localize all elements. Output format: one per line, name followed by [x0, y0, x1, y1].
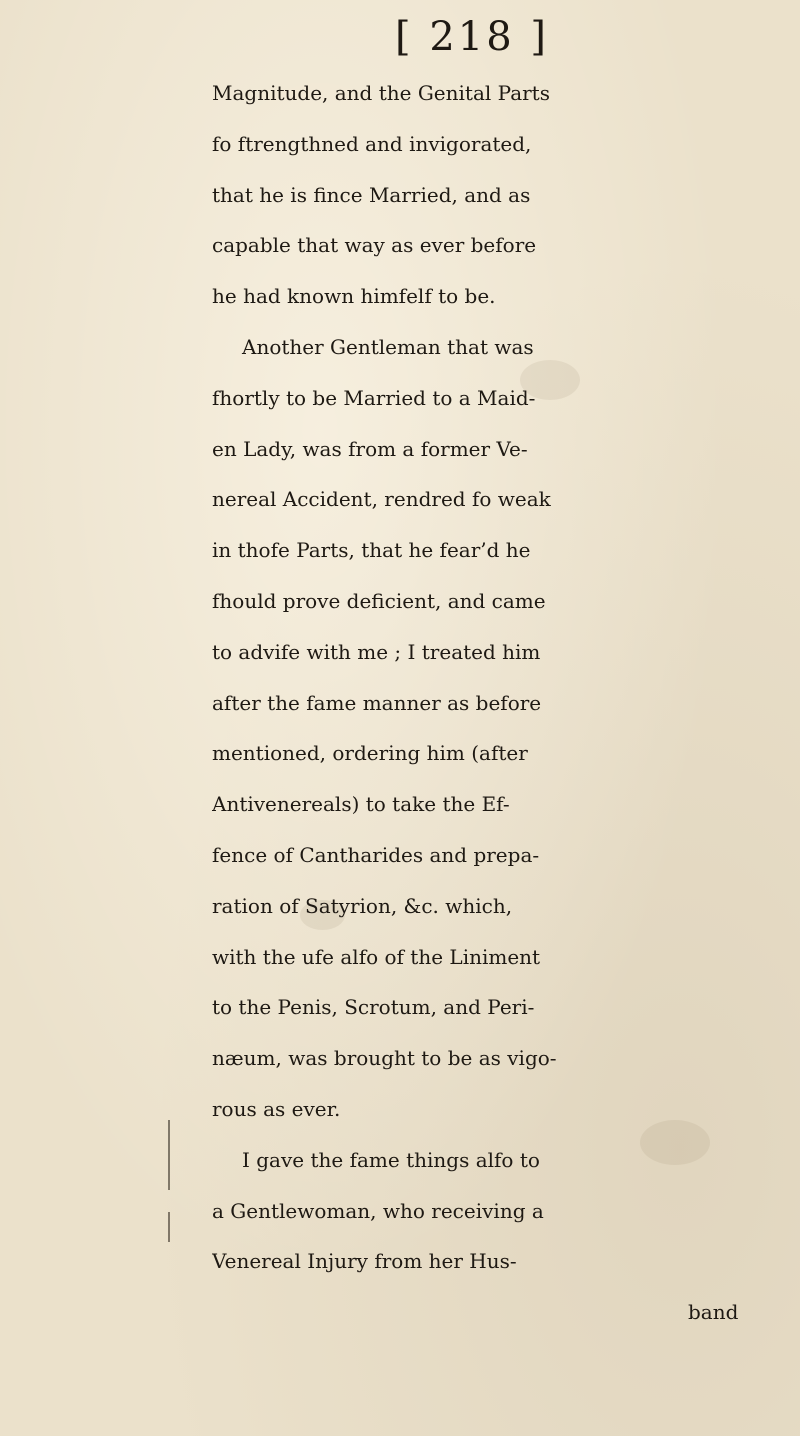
text-line: I gave the fame things alfo to	[242, 1147, 540, 1172]
text-line: capable that way as ever before	[212, 233, 537, 258]
text-line: fo ftrengthned and invigorated,	[212, 131, 532, 156]
margin-mark	[168, 1120, 170, 1190]
page-number: [ 218 ]	[395, 14, 549, 60]
text-line: with the ufe alfo of the Liniment	[212, 944, 541, 969]
text-line: en Lady, was from a former Ve-	[212, 436, 528, 461]
text-line: rous as ever.	[212, 1096, 341, 1121]
text-line: mentioned, ordering him (after	[212, 741, 528, 766]
body-text	[212, 68, 800, 1338]
text-line: fhortly to be Married to a Maid-	[212, 385, 536, 410]
text-line: Antivenereals) to take the Ef-	[212, 792, 510, 817]
text-line: to the Penis, Scrotum, and Peri-	[212, 995, 535, 1020]
text-line: Venereal Injury from her Hus-	[212, 1249, 517, 1274]
text-line: that he is fince Married, and as	[212, 182, 531, 207]
text-line: a Gentlewoman, who receiving a	[212, 1198, 544, 1223]
text-line: to advife with me ; I treated him	[212, 639, 541, 664]
text-line: band	[688, 1300, 739, 1325]
text-line: ration of Satyrion, &c. which,	[212, 893, 513, 918]
text-line: he had known himfelf to be.	[212, 284, 496, 309]
text-line: after the fame manner as before	[212, 690, 542, 715]
text-line: Magnitude, and the Genital Parts	[212, 81, 550, 105]
text-line: fhould prove deficient, and came	[212, 588, 546, 613]
text-line: in thofe Parts, that he fear’d he	[212, 538, 531, 563]
margin-mark	[168, 1212, 170, 1242]
text-line: næum, was brought to be as vigo-	[212, 1046, 557, 1071]
text-line: fence of Cantharides and prepa-	[212, 842, 540, 867]
text-line: Another Gentleman that was	[242, 334, 534, 359]
text-line: nereal Accident, rendred fo weak	[212, 487, 551, 512]
